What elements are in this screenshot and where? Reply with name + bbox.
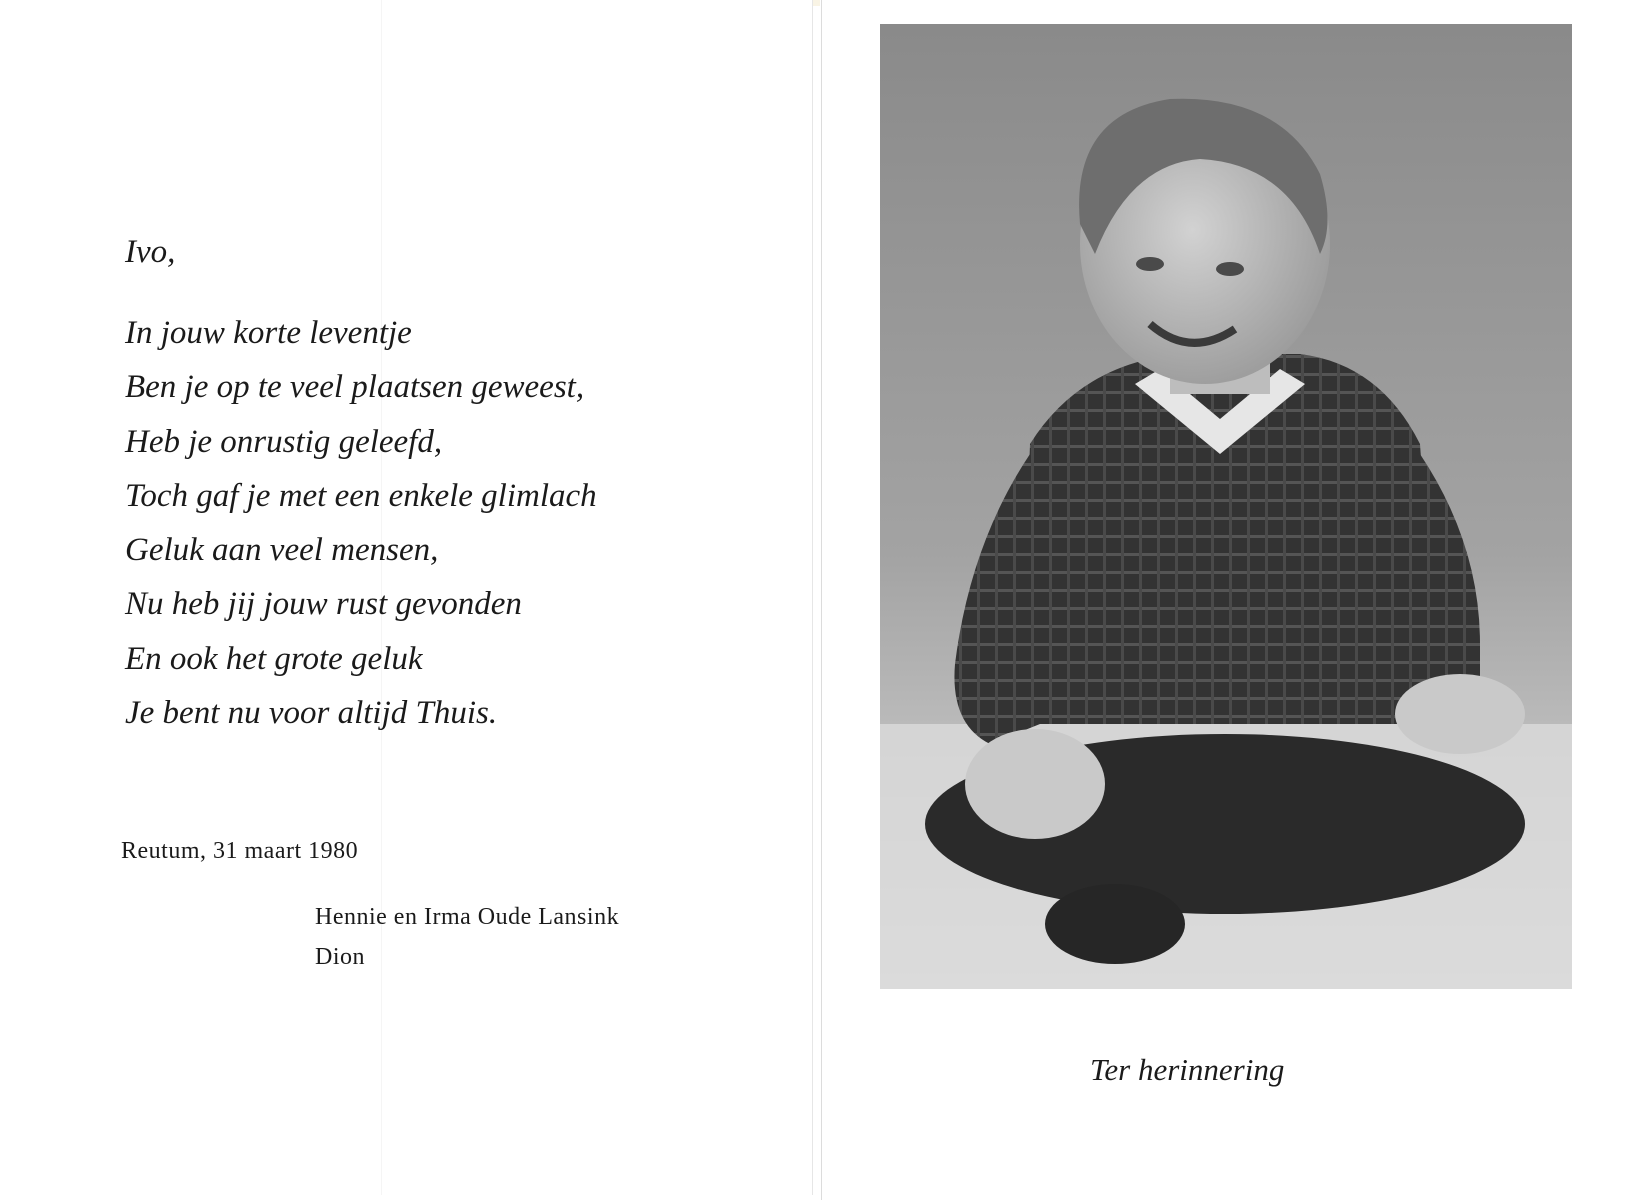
signature-sibling: Dion (315, 944, 365, 970)
poem-line: Geluk aan veel mensen, (125, 532, 439, 569)
poem-line: En ook het grote geluk (125, 640, 423, 677)
signature-parents: Hennie en Irma Oude Lansink (315, 904, 620, 930)
place-and-date: Reutum, 31 maart 1980 (121, 838, 359, 864)
child-portrait-photo (880, 24, 1572, 989)
poem-greeting: Ivo, (125, 234, 176, 270)
memorial-poem (125, 222, 597, 740)
poem-line: Je bent nu voor altijd Thuis. (125, 695, 498, 732)
child-portrait-illustration (880, 24, 1572, 989)
signature-block (315, 897, 619, 977)
card-left-page (0, 0, 813, 1195)
poem-line: Nu heb jij jouw rust gevonden (125, 586, 522, 623)
poem-line: Heb je onrustig geleefd, (125, 423, 443, 460)
poem-line: In jouw korte leventje (125, 315, 412, 351)
poem-line: Ben je op te veel plaatsen geweest, (125, 369, 585, 406)
poem-line: Toch gaf je met een enkele glimlach (125, 477, 597, 514)
photo-caption: Ter herinnering (1090, 1052, 1285, 1087)
